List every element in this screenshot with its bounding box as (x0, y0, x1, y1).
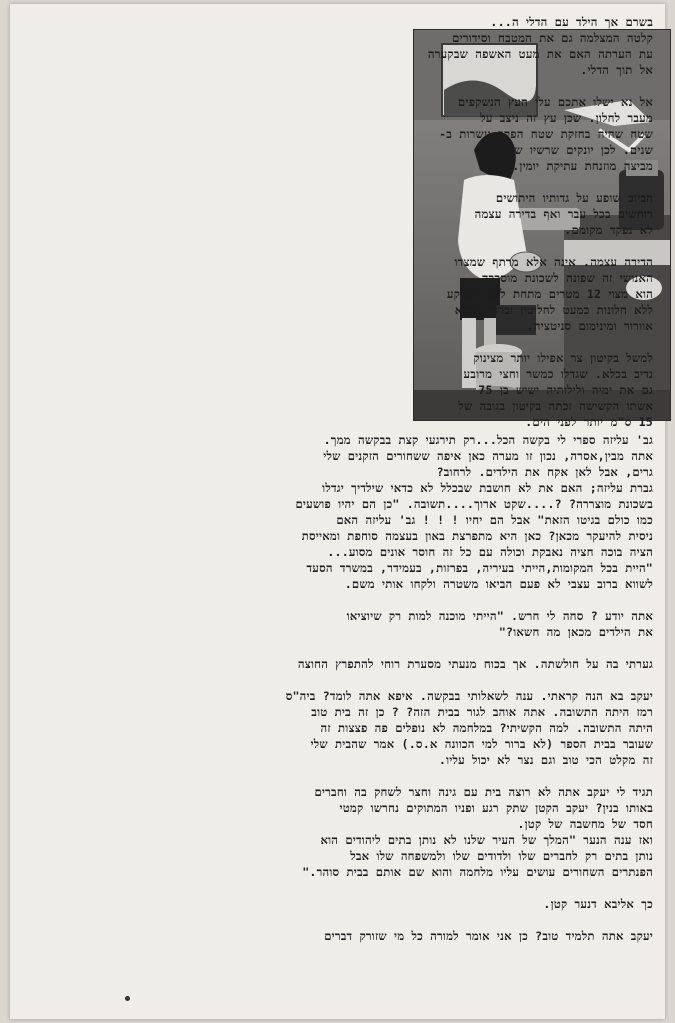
column-text (408, 14, 653, 446)
text-line: היתה התשובה. למה הקשיתי? במלחמה לא נופלים פה פצצות זה (320, 721, 653, 735)
text-line: האנושי זה שפונה לשכונת מוסררה (481, 271, 653, 285)
full-width-text (48, 432, 653, 960)
paragraph (408, 190, 653, 238)
text-line: הציה בוכה חציה נאבקת וכולה עם כל זה חוסר אונים מסוע... (327, 545, 653, 559)
text-line: ואז ענה הנער "המלך של העיר שלנו לא נותן בתים ליהודים הוא (320, 833, 653, 847)
text-line: גם את ימיה ולילותיה ישיש בן 75 (478, 383, 653, 397)
text-line: חסד של מחשבה של קטן. (517, 817, 653, 831)
paragraph (48, 928, 653, 944)
text-line: מעבר לחלון. שכן עץ זה ניצב על (480, 111, 653, 125)
text-line: ניסית להיעקר מכאן? כאן היא מתפרצת באון בעצמה סוחפת ומאייסת (301, 529, 653, 543)
paragraph (408, 254, 653, 334)
text-line: הביוב שופע על גדותיו היתושים (495, 191, 653, 205)
document-page (10, 4, 665, 1019)
text-line: נדיב בכלא. שגדלו כמשר וחצי מרובע (463, 367, 653, 381)
text-line: שעובר בבית הספר (לא ברור למי הכוונה א.ס.) אמר שהבית שלי (310, 737, 653, 751)
paragraph (48, 656, 653, 672)
text-line: גברת עליזה; האם את לא חושבת שבכלל לא כדאי שילדיך יגדלו (322, 481, 653, 495)
paragraph (408, 94, 653, 174)
text-line: גערתי בה על חולשתה. אך בכוח מנעתי מסערת רוחי להתפרץ החוצה (297, 657, 653, 671)
text-line: אל תוך הדלי. (580, 63, 653, 77)
text-line: רוחשים בכל עבר ואף בדירה עצמה (474, 207, 653, 221)
text-line: הדירה עצמה. אינה אלא מרתף שמצדו (454, 255, 653, 269)
paragraph (408, 350, 653, 430)
paragraph (48, 608, 653, 640)
text-line: הוא מצוי 12 מטרים מתחת לפני הקרקע (446, 287, 653, 301)
text-line: בשכונת מוצררה? ?....שקט ארוך....תשובה. "כן הם יהיו פושעים (295, 497, 653, 511)
text-line: ללא חלונות כמעט לחלוטין וברור שללא (454, 303, 653, 317)
text-line: למשל בקיטון צר אפילו יותר מצינוק (473, 351, 653, 365)
text-line: יעקב אתה תלמיד טוב? כן אני אומר למורה כל מי שזורק דברים (324, 929, 653, 943)
text-line: "היית בכל המקומות,הייתי בעיריה, בפרזות, בעמידר, במשרד הסעד (306, 561, 653, 575)
text-line: גרים, אבל לאן אקח את הילדים. לרחוב? (436, 465, 653, 479)
text-line: אל נא ישלו אתכם עלי העץ הנשקפים (458, 95, 653, 109)
text-line: כמו כולם בגיטו הזאת" אבל הם יחיו ! ! ! גב' עליזה האם (336, 513, 653, 527)
text-line: יעקב בא הנה קראתי. ענה לשאלותי בבקשה. איפא אתה לומד? ביה"ס (285, 689, 653, 703)
text-line: את הילדים מכאן מה חשאו?" (498, 625, 653, 639)
text-line: בשרם אך הילד עם הדלי ה... (490, 15, 653, 29)
text-line: מביצה מוזנחת עתיקת יומין. (512, 159, 653, 173)
text-line: 15 ס"מ יותר לפני הים. (525, 415, 653, 429)
paragraph (48, 896, 653, 912)
text-line: לא נפקד מקומם. (564, 223, 653, 237)
text-line: אוורור ומינימום סניטציה. (526, 319, 653, 333)
text-line: תגיד לי יעקב אתה לא רוצה בית עם גינה וחצר לשחק בה וחברים (314, 785, 653, 799)
paragraph (48, 432, 653, 592)
text-line: שנים. לכן יונקים שרשיו של העץ (481, 143, 653, 157)
text-line: אתה יודע ? סחה לי חרש. "הייתי מוכנה למות רק שיוציאו (346, 609, 653, 623)
text-line: לשווא ברוב עצבי לא פעם הביאו משטרה ולקחו אותי משם. (344, 577, 653, 591)
text-line: גב' עליזה ספרי לי בקשה הכל...רק תירגעי קצת בבקשה ממך. (323, 433, 653, 447)
text-line: רמז היתה התשובה. אתה אוהב לגור בבית הזה? ? כן זה בית טוב (311, 705, 653, 719)
paragraph (48, 784, 653, 880)
text-line: שטח שהיה בחזקת שטח הפקר עשרות ב- (439, 127, 653, 141)
text-line: נותן בתים רק לחברים שלו ולדודים שלו ולמשפחה שלו אבל (350, 849, 653, 863)
text-line: עת הערתה האם את מעט האשפה שבקערה (427, 47, 653, 61)
paragraph (48, 688, 653, 768)
text-line: אתה מבין,אסרה, נכון זו מערה כאן איפה ששחורים הזקנים שלי (323, 449, 653, 463)
text-line: באותו בנין? יעקב הקטן שתק רגע ופניו המתוקים נחרשו קמטי (339, 801, 653, 815)
text-line: הפנתרים השחורים עושים עליו מלחמה והוא שם אותם בבית סוהר." (302, 865, 653, 879)
text-line: אשתו הקשישה זכתה בקיטון בגובה של (458, 399, 653, 413)
ink-speck (125, 996, 130, 1001)
text-line: כך אליבא דנער קטן. (543, 897, 653, 911)
paragraph (408, 14, 653, 78)
text-line: זה מקלט הכי טוב וגם נצר לא יכול עליו. (438, 753, 653, 767)
text-line: קלטה המצלמה גם את המטבח וסידורים (452, 31, 653, 45)
